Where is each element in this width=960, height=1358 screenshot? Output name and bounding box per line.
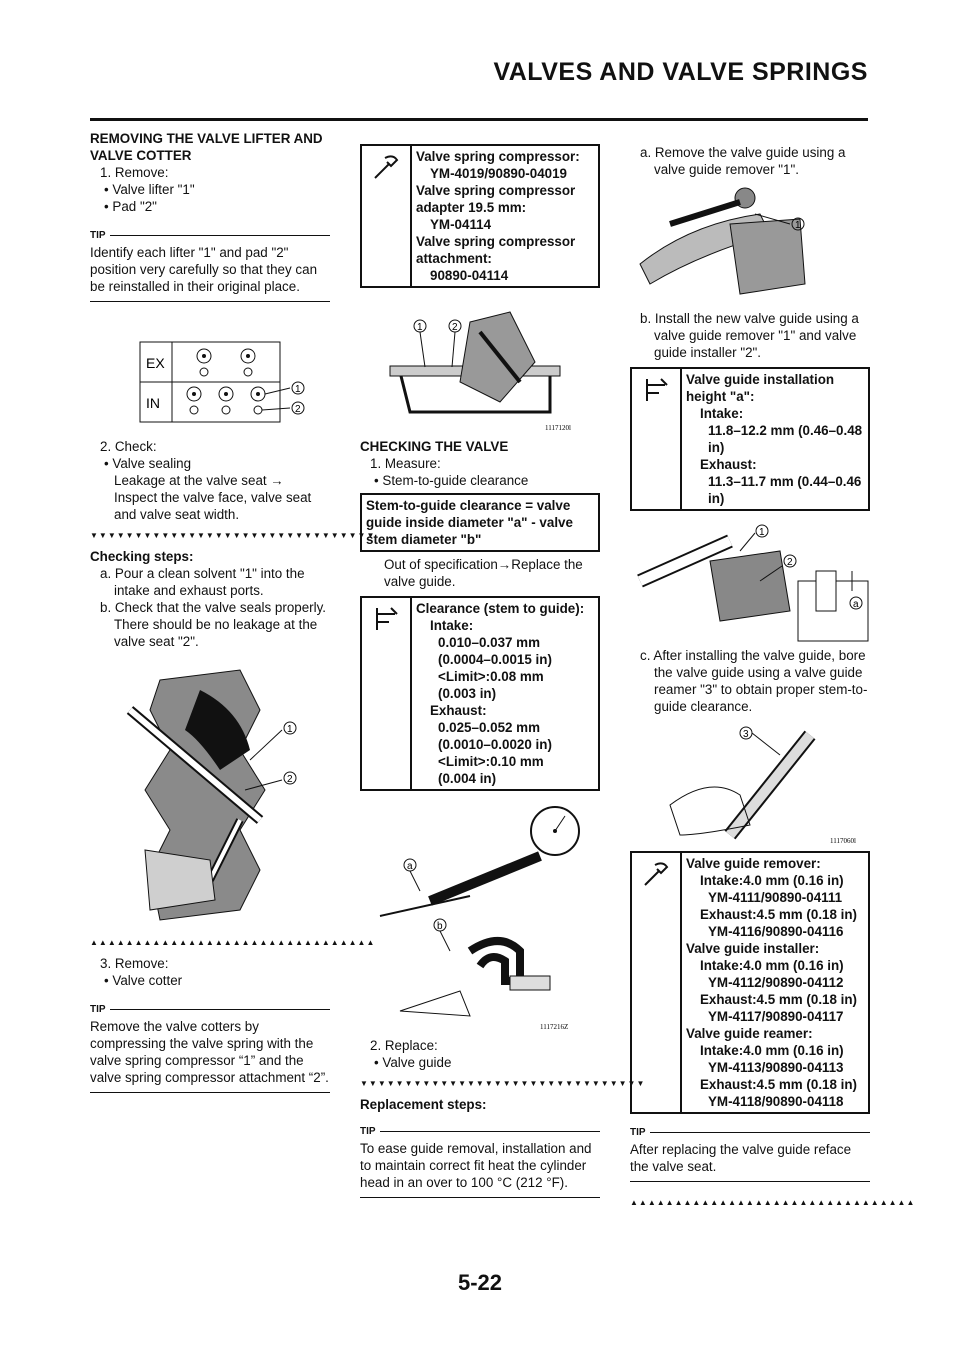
spec-line: YM-4111/90890-04111 [708, 890, 843, 905]
tip-text: Remove the valve cotters by compressing the valve spring with the valve spring compressor “1” and the valve spring compressor attachment “2”. [90, 1018, 330, 1093]
tool-box-text [682, 853, 861, 1112]
spec-line: <Limit>:0.08 mm [438, 669, 544, 684]
spec-line: YM-4113/90890-04113 [708, 1060, 844, 1075]
spec-line: 0.025–0.052 mm [438, 720, 540, 735]
tip-text: To ease guide removal, installation and to maintain correct fit heat the cylinder head in an over to 100 °C (212 °F). [360, 1140, 600, 1198]
callout-1: 1 [287, 724, 293, 735]
in-label: IN [146, 395, 160, 411]
spec-line: (0.0010–0.0020 in) [438, 737, 552, 752]
tip-label: TIP [90, 227, 330, 244]
page-header-title: VALVES AND VALVE SPRINGS [493, 58, 868, 86]
steps-start-marker: ▼▼▼▼▼▼▼▼▼▼▼▼▼▼▼▼▼▼▼▼▼▼▼▼▼▼▼▼▼▼▼▼ [90, 531, 376, 540]
tip-block [90, 1001, 330, 1093]
callout-1: 1 [417, 322, 423, 333]
spec-box-clearance [360, 596, 600, 791]
figure-spring-compressor [360, 302, 600, 432]
figure-install-guide [630, 521, 870, 641]
page-number: 5-22 [457, 1270, 503, 1295]
spec-line: Valve guide installation height "a": [686, 372, 835, 404]
spec-line: YM-04114 [430, 217, 492, 232]
header-rule [90, 118, 868, 121]
column-right [630, 144, 916, 1215]
list-item: • Pad "2" [104, 199, 157, 214]
steps-start-marker: ▼▼▼▼▼▼▼▼▼▼▼▼▼▼▼▼▼▼▼▼▼▼▼▼▼▼▼▼▼▼▼▼ [360, 1079, 646, 1088]
list-item: • Valve cotter [104, 973, 183, 988]
spec-line: (0.003 in) [438, 686, 497, 701]
figure-code: 1117120l [545, 424, 571, 432]
spec-line: 90890-04114 [430, 268, 509, 283]
list-item: • Stem-to-guide clearance [374, 473, 529, 488]
figure-code: 1117216Z [540, 1023, 569, 1031]
substep: c. After installing the valve guide, bore the valve guide using a valve guide reamer "3" to obtain proper stem-to-guide clearance. [640, 648, 868, 714]
spec-line: Exhaust: [700, 457, 757, 472]
spec-line: YM-4118/90890-04118 [708, 1094, 844, 1109]
callout-2: 2 [287, 774, 293, 785]
install-guide-illustration [630, 521, 870, 641]
spec-line: Valve guide reamer: [686, 1026, 813, 1041]
callout-1: 1 [295, 384, 301, 395]
tip-label: TIP [360, 1123, 600, 1140]
section-heading: REMOVING THE VALVE LIFTER AND VALVE COTTER [90, 131, 323, 163]
list-item: • Valve guide [374, 1055, 452, 1070]
steps-end-marker: ▲▲▲▲▲▲▲▲▲▲▲▲▲▲▲▲▲▲▲▲▲▲▲▲▲▲▲▲▲▲▲▲ [90, 938, 376, 947]
figure-code: 1117060l [830, 837, 856, 845]
subheading: Checking steps: [90, 549, 194, 564]
spec-line: Clearance (stem to guide): [416, 601, 585, 616]
tip-label: TIP [90, 1001, 330, 1018]
spec-line: YM-4019/90890-04019 [430, 166, 567, 181]
step-description: Out of specification→Replace the valve guide. [384, 557, 583, 589]
spec-line: Valve spring compressor adapter 19.5 mm: [416, 183, 576, 215]
tip-block [630, 1124, 870, 1182]
tool-box-valve-guide-tools [630, 851, 870, 1114]
step: 3. Remove: [100, 956, 169, 971]
figure-valve-sealing [90, 670, 330, 920]
callout-2: 2 [295, 404, 301, 415]
spec-line: Valve guide installer: [686, 941, 820, 956]
lifter-diagram [90, 330, 330, 430]
remove-guide-illustration [630, 184, 870, 304]
step-description: Leakage at the valve seat → Inspect the valve face, valve seat and valve seat width. [114, 473, 312, 522]
valve-sealing-illustration [90, 670, 330, 920]
spec-line: 11.3–11.7 mm (0.44–0.46 in) [708, 474, 862, 506]
tip-block [360, 1123, 600, 1198]
spec-line: (0.004 in) [438, 771, 497, 786]
spec-line: Valve spring compressor attachment: [416, 234, 576, 266]
tip-label: TIP [630, 1124, 870, 1141]
spec-line: Intake:4.0 mm (0.16 in) [700, 873, 844, 888]
step: 1. Measure: [370, 456, 441, 471]
spec-line: (0.0004–0.0015 in) [438, 652, 552, 667]
tool-icon [362, 146, 412, 286]
spec-line: Valve guide remover: [686, 856, 821, 871]
tip-text: After replacing the valve guide reface the valve seat. [630, 1141, 870, 1182]
subheading: Replacement steps: [360, 1097, 487, 1112]
spec-line: Intake: [430, 618, 474, 633]
callout-1: 1 [795, 220, 801, 231]
ex-label: EX [146, 355, 165, 371]
spec-line: YM-4116/90890-04116 [708, 924, 844, 939]
ream-guide-illustration [630, 725, 870, 845]
callout-a: a [407, 861, 413, 872]
spec-line: 0.010–0.037 mm [438, 635, 540, 650]
substep: a. Remove the valve guide using a valve guide remover "1". [640, 145, 846, 177]
spec-box-text [412, 598, 588, 789]
spring-compressor-illustration [360, 302, 600, 432]
spec-line: Exhaust:4.5 mm (0.18 in) [700, 1077, 858, 1092]
section-heading: CHECKING THE VALVE [360, 439, 509, 454]
spec-line: Exhaust: [430, 703, 487, 718]
caliper-icon [362, 598, 412, 789]
list-item: • Valve lifter "1" [104, 182, 195, 197]
column-middle [360, 142, 646, 1198]
tip-block [90, 227, 330, 302]
step: 2. Check: [100, 439, 157, 454]
spec-box-installation-height [630, 367, 870, 511]
tool-icon [632, 853, 682, 1112]
callout-a: a [853, 599, 859, 610]
callout-b: b [437, 921, 443, 932]
substep: b. Install the new valve guide using a valve guide remover "1" and valve guide installer "2". [640, 311, 859, 360]
substep: a. Pour a clean solvent "1" into the intake and exhaust ports. [100, 566, 305, 598]
tool-box-text [412, 146, 598, 286]
callout-1: 1 [759, 527, 765, 538]
spec-line: Intake:4.0 mm (0.16 in) [700, 958, 844, 973]
figure-ream-guide [630, 725, 870, 845]
substep-note: There should be no leakage at the valve seat "2". [114, 617, 318, 649]
figure-measure-clearance [360, 801, 600, 1031]
spec-line: 11.8–12.2 mm (0.46–0.48 in) [708, 423, 863, 455]
list-item: • Valve sealing [104, 456, 192, 471]
step: 1. Remove: [100, 165, 169, 180]
figure-remove-guide [630, 184, 870, 304]
spec-line: Valve spring compressor: [416, 149, 580, 164]
spec-line: Exhaust:4.5 mm (0.18 in) [700, 907, 858, 922]
substep: b. Check that the valve seals properly. [100, 600, 327, 615]
formula-box: Stem-to-guide clearance = valve guide inside diameter "a" - valve stem diameter "b" [360, 493, 600, 552]
caliper-icon [632, 369, 682, 509]
spec-line: YM-4117/90890-04117 [708, 1009, 844, 1024]
figure-lifter-positions [90, 330, 330, 430]
tip-text: Identify each lifter "1" and pad "2" position very carefully so that they can be reinstalled in their original place. [90, 244, 330, 302]
column-left [90, 130, 376, 1093]
spec-line: YM-4112/90890-04112 [708, 975, 844, 990]
tool-box-spring-compressor [360, 144, 600, 288]
step: 2. Replace: [370, 1038, 438, 1053]
spec-box-text [682, 369, 868, 509]
callout-3: 3 [743, 729, 749, 740]
steps-end-marker: ▲▲▲▲▲▲▲▲▲▲▲▲▲▲▲▲▲▲▲▲▲▲▲▲▲▲▲▲▲▲▲▲ [630, 1198, 916, 1207]
spec-line: <Limit>:0.10 mm [438, 754, 544, 769]
spec-line: Intake:4.0 mm (0.16 in) [700, 1043, 844, 1058]
callout-2: 2 [787, 557, 793, 568]
spec-line: Intake: [700, 406, 744, 421]
measure-illustration [360, 801, 600, 1031]
spec-line: Exhaust:4.5 mm (0.18 in) [700, 992, 858, 1007]
callout-2: 2 [452, 322, 458, 333]
